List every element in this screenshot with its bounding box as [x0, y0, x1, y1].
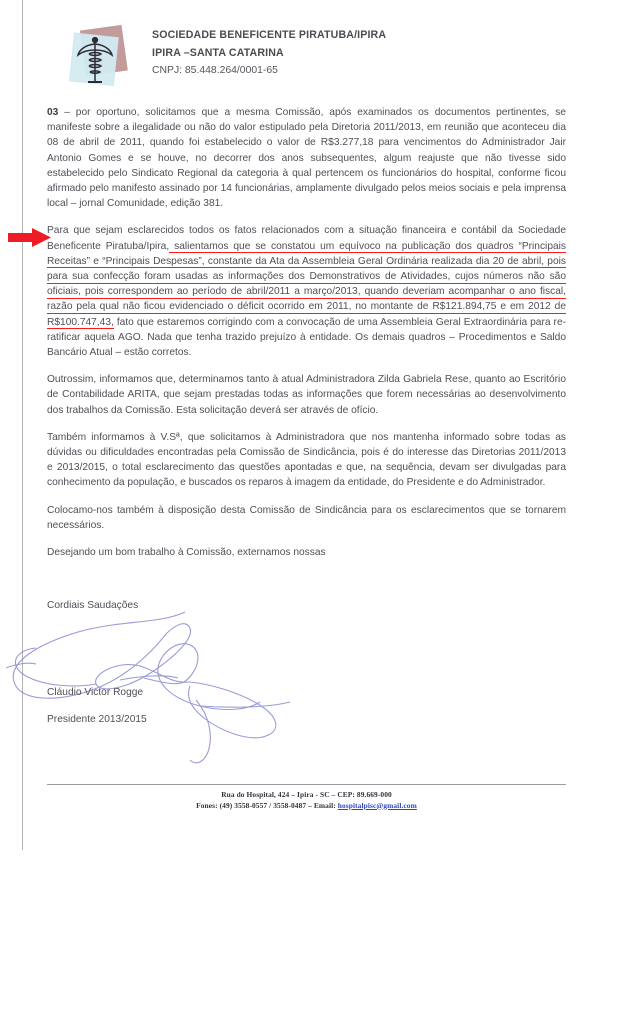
signer-role: Presidente 2013/2015	[47, 714, 147, 725]
org-name: SOCIEDADE BENEFICENTE PIRATUBA/IPIRA	[152, 29, 387, 41]
footer-divider	[47, 784, 566, 785]
paragraph-text: – por oportuno, solicitamos que a mesma Comissão, após examinados os documentos pertinentes, se manifeste sobre a ilegalidade ou não do valor estipulado pela Diretoria 2011/2013, em reunião que aconteceu dia 08 de abril de 2011, quando foi estabelecido o valor de R$3.277,18 para vencimentos do Administrador Jair Antonio Gomes e se houve, no decorrer dos anos subsequentes, algum reajuste que não tivesse sido estabelecido pelo Sindicato Regional da categoria à qual pertencem os funcionários do hospital, conforme ficou afirmado pelo manifesto assinado por 14 funcionárias, amplamente divulgado pelos meios sociais e pela imprensa local – jornal Comunidade, edição 381.	[47, 107, 566, 210]
page-footer	[47, 784, 566, 811]
red-right-arrow-icon	[8, 228, 52, 247]
signature-greeting: Cordiais Saudações	[47, 600, 139, 611]
org-city: IPIRA –SANTA CATARINA	[152, 47, 284, 59]
paragraph-tambem-informamos: Também informamos à V.Sª, que solicitamos à Administradora que nos mantenha informado sobre todas as dúvidas ou dificuldades encontradas pela Comissão de Sindicância, pois é do interesse das Diretorias 2011/2013 e 2013/2015, o total esclarecimento das questões apontadas e que, na sequência, devam ser divulgadas para conhecimento da população, e buscados os reparos à imagem da entidade, do Presidente e do Administrador.	[47, 431, 566, 489]
red-underlined-passage: salientamos que se constatou um equívoco na publicação dos quadros “Principais Receitas” e “Principais Despesas”, constante da Ata da Assembleia Geral Ordinária realizada dia 20 de abril, pois para sua confecção foram usadas as informações dos Demonstrativos de Atividades, cujos números não são oficiais, pois correspondem ao período de abril/2011 a março/2013, quando deveriam acompanhar o ano fiscal, razão pela qual não ficou evidenciado o déficit ocorrido em 2011, no montante de R$121.894,75 e em 2012 de R$100.747,43,	[47, 240, 567, 328]
paragraph-desejando: Desejando um bom trabalho à Comissão, externamos nossas	[47, 547, 326, 559]
org-cnpj: CNPJ: 85.448.264/0001-65	[152, 65, 278, 76]
paragraph-tail-text: fato que estaremos corrigindo com a convocação de uma Assembleia Geral Extraordinária para re-ratificar aquela AGO. Nada que tenha trazido prejuízo à entidade. Os demais quadros – Procedimentos e Saldo Bancário Atual – estão corretos.	[47, 316, 566, 359]
footer-contact	[47, 801, 566, 812]
signature-block	[0, 590, 400, 770]
signer-name: Cláudio Victor Rogge	[47, 687, 144, 698]
caduceus-medical-emblem-icon	[62, 20, 140, 98]
letter-body	[47, 105, 566, 572]
handwritten-signature-icon	[0, 590, 400, 770]
footer-address: Rua do Hospital, 424 – Ipira - SC – CEP: 89.669-000	[221, 790, 392, 799]
paragraph-number: 03	[47, 107, 59, 118]
footer-phones-label: Fones: (49) 3558-0557 / 3558-0487 – Email:	[196, 800, 338, 810]
paragraph-highlighted	[47, 223, 566, 360]
paragraph-colocamo-nos: Colocamo-nos também à disposição desta Comissão de Sindicância para os esclarecimentos que se tornarem necessários.	[47, 504, 566, 531]
org-identity	[152, 20, 386, 80]
paragraph-item-03	[47, 105, 566, 211]
footer-email-link[interactable]: hospitalpisc@gmail.com	[337, 800, 417, 810]
paragraph-lead-text: Para que sejam esclarecidos todos os fatos relacionados com a situação financeira e contábil da Sociedade Beneficente Piratuba/Ipira,	[47, 225, 566, 252]
letterhead	[62, 20, 562, 98]
paragraph-outrossim: Outrossim, informamos que, determinamos tanto à atual Administradora Zilda Gabriela Rese, quanto ao Escritório de Contabilidade ARITA, que sejam prestadas todas as informações que forem necessárias ao desenvolvimento dos trabalhos da Comissão. Esta solicitação deverá ser através de ofício.	[47, 374, 566, 416]
